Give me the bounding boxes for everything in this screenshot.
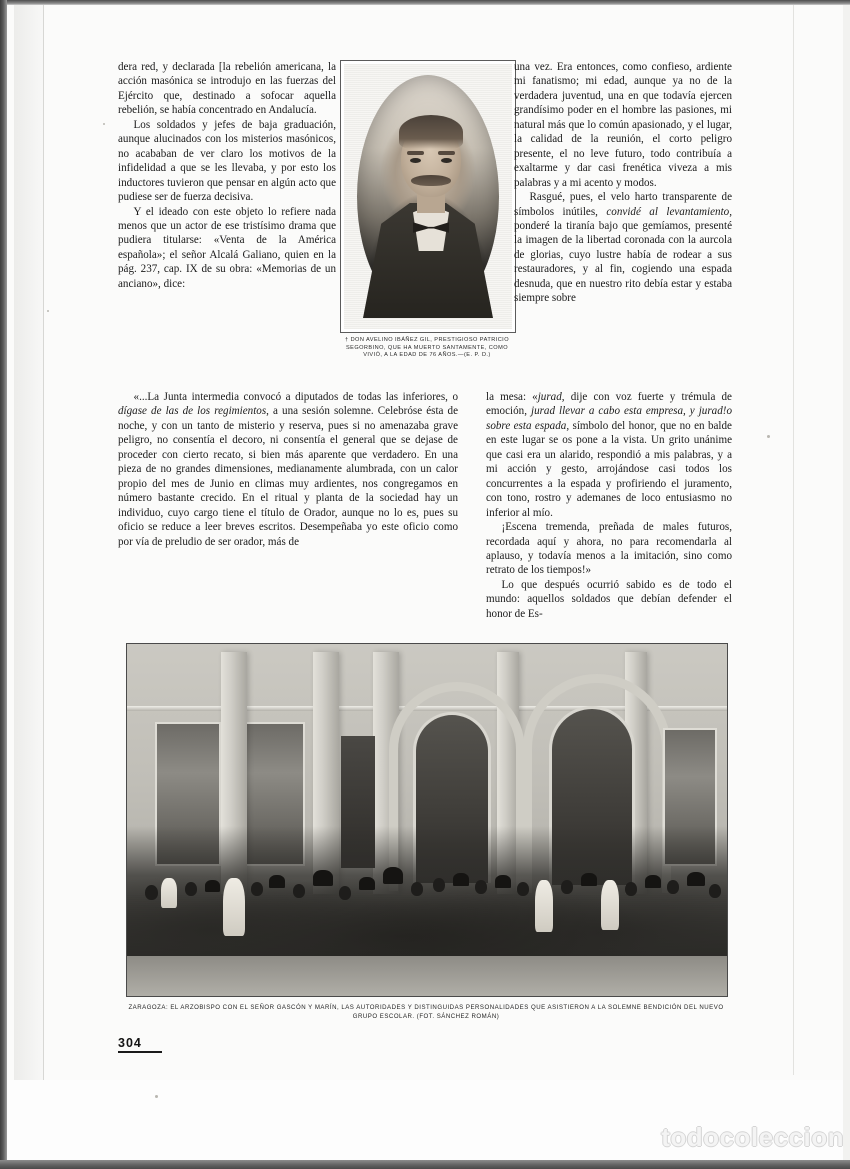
portrait-figure [340,60,514,360]
crowd-hat [269,875,285,888]
emphasis-run: convidé al levantamiento, [606,205,732,218]
crowd-figure-light [161,878,177,908]
crowd-hat [645,875,661,888]
portrait-hair [399,115,463,149]
scan-edge-bottom [0,1160,850,1169]
column-right-quote [486,390,732,621]
page-number: 304 [118,1036,142,1050]
text-run: , a una sesión solemne. Celebróse ésta de noche, y con un tanto de misterio y reserva, pues si no amenazaba grave peligro, no consentía el decoro, ni consentía el general que se dejase de proceder con cierto recato, si bien más aparente que verdadero. En una pieza de no grandes dimensiones, medianamente alumbrada, con un calor propio del mes de Junio en climas muy ardientes, nos congregamos en número bastante crecido. En el ritual y planta de la sociedad hay un individuo, cuyo cargo tiene el título de Orador, aunque no lo es, pues su oficio se reduce a leer breves escritos. Desempeñaba yo este oficio como por vía de preludio de ser orador, más de [118,405,458,548]
text-run: dije con voz fuerte y trémula de emoción, [486,391,732,418]
crowd-head [145,885,158,900]
crowd-head [709,884,721,898]
crowd-hat [205,880,220,892]
paragraph [486,390,732,520]
crowd-hat [687,872,705,886]
gutter-shadow [14,5,44,1100]
photo-image [126,643,728,997]
crowd-head [517,882,529,896]
crowd-head [625,882,637,896]
crowd-top-hat [313,870,333,886]
emphasis-run: jurad, [537,391,565,403]
crowd-head [411,882,423,896]
crowd-top-hat [383,867,403,884]
portrait-oval-vignette [357,75,499,318]
paragraph: una vez. Era entonces, como confieso, ardiente mi fanatismo; mi edad, aunque ya no de la verdadera juventud, una en que todavía ejercen grandísimo poder en el hombre las pasiones, mi natural más que lo común apasionado, y el lugar, la calidad de la reunión, el corto peligro presente, el no leve futuro, todo contribuía a exaltarme y dar casi frenética viveza a mis palabras y a mi acento y modos. [514,61,732,189]
emphasis-run: dígase de las de los regimientos [118,405,267,418]
gutter-rule [43,5,44,1100]
paragraph: dera red, y declarada [la rebelión americana, la acción masónica se introdujo en las fuerzas del Ejército que, destinado a sofocar aquella rebelión, se había concentrado en Andalucía. [118,61,336,117]
crowd-head [561,880,573,894]
page-edge-rule [793,5,794,1075]
article-body [118,60,732,640]
portrait-image [340,60,516,333]
column-left [118,60,336,291]
text-run: Rasgué, pues, el velo harto transparente de símbolos inútiles, [514,191,732,218]
crowd-head [339,886,351,900]
portrait-eye-left [410,158,421,163]
scan-speck [103,123,105,125]
photo-figure [126,643,726,1022]
scan-edge-left [0,0,7,1169]
paragraph: Lo que después ocurrió sabido es de todo el mundo: aquellos soldados que debían defender el honor de Es- [486,578,732,620]
crowd-hat [359,877,375,890]
paragraph [118,390,458,549]
photo-scene [127,644,727,996]
scan-speck [767,435,770,438]
text-run: ponderé la tiranía bajo que gemíamos, presenté la imagen de la libertad coronada con la aurcola de glorias, cuyo lustre había de rodear a sus restauradores, y al fin, cogiendo una espada desnuda, que en nuestro rito debía estar y estaba siempre sobre [514,219,732,305]
crowd-head [667,880,679,894]
portrait-eye-right [441,158,452,163]
watermark: todocoleccion [661,1122,844,1152]
paragraph [514,190,732,306]
paragraph: ¡Escena tremenda, preñada de males futuros, recordada aquí y ahora, no para recomendarla al aplauso, y todavía menos a la imitación, sino como retrato de los tiempos!» [486,521,732,577]
scan-speck [47,310,49,312]
crowd-head [433,878,445,892]
column-right [514,60,732,306]
crowd-head [475,880,487,894]
paragraph: Y el ideado con este objeto lo refiere nada menos que un actor de ese tristísimo drama que pudiera titularse: «Venta de la América española»; el señor Alcalá Galiano, quien en la pág. 237, cap. IX de su obra: «Memorias de un anciano», dice: [118,205,336,290]
column-left-quote [118,390,458,549]
photo-caption: ZARAGOZA: EL ARZOBISPO CON EL SEÑOR GASCÓN Y MARÍN, LAS AUTORIDADES Y DISTINGUIDAS PERSONALIDADES QUE ASISTIERON A LA SOLEMNE BENDICIÓN DEL NUEVO GRUPO ESCOLAR. (FOT. SÁNCHEZ ROMÁN) [128,1004,724,1021]
folio-rule [118,1051,162,1053]
portrait-caption: † DON AVELINO IBÁÑEZ GIL, PRESTIGIOSO PATRICIO SEGORBINO, QUE HA MUERTO SANTAMENTE, COMO VIVIÓ, A LA EDAD DE 76 AÑOS.—(E. P. D.) [345,337,509,359]
folio [118,1036,178,1053]
emphasis-run: jurad llevar a cabo esta empresa, y jurad!o sobre esta espada, [486,405,733,432]
text-run: símbolo del honor, que no en balde en este lugar se os pone a la vista. Un grito unánime que casi era un alarido, respondió a mis palabras, y a mi acción y gesto, arrojándose casi todos los concurrentes a la espada y profiriendo el juramento, con tono, rostro y ademanes de loco entusiasmo no inferior al mío. [486,419,732,519]
text-run: la mesa: « [486,391,538,403]
portrait-moustache [411,175,451,186]
crowd-figure-light [601,880,619,930]
portrait-eyebrow-left [407,151,424,155]
crowd-head [185,882,197,896]
page-bottom-margin [7,1080,843,1160]
crowd-figure-light [535,880,553,932]
scan-speck [155,1095,158,1098]
crowd-hat [453,873,469,886]
paragraph: Los soldados y jefes de baja graduación, aunque alucinados con los misterios masónicos, no acababan de ver claro los motivos de la infidelidad a que se les llevaba, y por esto los inductores tuvieron que pensar en algún acto que pudiese ser de fuerza decisiva. [118,118,336,204]
portrait-eyebrow-right [438,151,455,155]
crowd-head [293,884,305,898]
crowd-head [251,882,263,896]
crowd-hat [581,873,597,886]
crowd-figure-light [223,878,245,936]
lower-columns [118,390,732,640]
upper-columns [118,60,732,390]
crowd-hat [495,875,511,888]
text-run: «...La Junta intermedia convocó a diputados de todas las inferiores, o [133,391,458,403]
